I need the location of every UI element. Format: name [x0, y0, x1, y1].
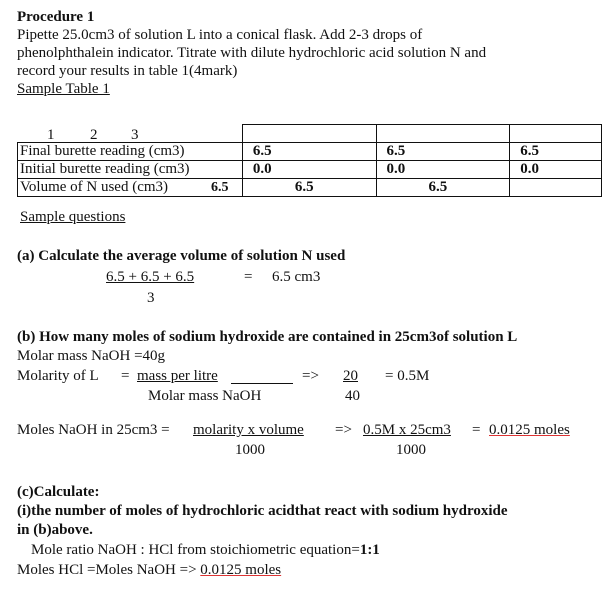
- arrow-2: =>: [335, 422, 352, 438]
- moles-hcl-value: 0.0125 moles: [200, 562, 282, 578]
- moles-naoh-label: Moles NaOH in 25cm3 =: [17, 422, 170, 438]
- volume-used-3: 6.5: [376, 179, 510, 197]
- molarity-equals: =: [121, 368, 130, 384]
- part-c-heading: (c)Calculate:: [17, 484, 100, 500]
- initial-reading-1: 0.0: [242, 161, 376, 179]
- mole-ratio-line: Mole ratio NaOH : HCl from stoichiometric equation=1:1: [31, 542, 380, 558]
- question-c-line-2: in (b)above.: [17, 522, 93, 538]
- table-header-row: [18, 125, 602, 143]
- column-number-3: 3: [131, 127, 139, 143]
- row-label-volume: Volume of N used (cm3) 6.5: [18, 179, 243, 197]
- denominator-1000-a: 1000: [235, 442, 265, 458]
- moles-hcl-line: Moles HCl =Moles NaOH => 0.0125 moles: [17, 562, 282, 578]
- average-result: 6.5 cm3: [272, 269, 321, 285]
- row-label-initial: Initial burette reading (cm3): [18, 161, 243, 179]
- initial-reading-2: 0.0: [376, 161, 510, 179]
- column-number-1: 1: [47, 127, 55, 143]
- value-40: 40: [345, 388, 360, 404]
- procedure-line-1: Pipette 25.0cm3 of solution L into a conical flask. Add 2-3 drops of: [17, 27, 423, 43]
- molarity-x-volume: molarity x volume: [193, 422, 304, 438]
- question-c-line-1: (i)the number of moles of hydrochloric acidthat react with sodium hydroxide: [17, 503, 508, 519]
- molar-mass-line: Molar mass NaOH =40g: [17, 348, 166, 364]
- volume-used-1: 6.5: [211, 180, 229, 195]
- procedure-block: [17, 8, 587, 98]
- question-a: (a) Calculate the average volume of solution N used: [17, 248, 346, 264]
- molarity-label: Molarity of L: [17, 368, 99, 384]
- sample-questions-label: Sample questions: [20, 209, 126, 225]
- molar-mass-naoh: Molar mass NaOH: [148, 388, 262, 404]
- denominator-1000-b: 1000: [396, 442, 426, 458]
- final-reading-1: 6.5: [242, 143, 376, 161]
- mole-ratio-value: 1:1: [359, 542, 380, 558]
- procedure-heading: Procedure 1: [17, 9, 95, 25]
- moles-equals: =: [472, 422, 481, 438]
- sample-table-label: Sample Table 1: [17, 81, 110, 97]
- average-numerator: 6.5 + 6.5 + 6.5: [106, 269, 195, 285]
- average-denominator: 3: [147, 290, 155, 306]
- fraction-line: [231, 383, 293, 384]
- moles-naoh-result: 0.0125 moles: [489, 422, 570, 438]
- table-row: [18, 179, 602, 197]
- table-row: [18, 161, 602, 179]
- procedure-line-2: phenolphthalein indicator. Titrate with dilute hydrochloric acid solution N and: [17, 45, 487, 61]
- final-reading-3: 6.5: [510, 143, 602, 161]
- table-row: [18, 143, 602, 161]
- average-equals: =: [244, 269, 253, 285]
- results-table: [17, 124, 602, 197]
- moles-calc: 0.5M x 25cm3: [363, 422, 451, 438]
- arrow-1: =>: [302, 368, 319, 384]
- row-label-final: Final burette reading (cm3): [18, 143, 243, 161]
- procedure-line-3: record your results in table 1(4mark): [17, 63, 238, 79]
- value-20: 20: [343, 368, 358, 384]
- column-number-2: 2: [90, 127, 98, 143]
- volume-used-2: 6.5: [242, 179, 376, 197]
- initial-reading-3: 0.0: [510, 161, 602, 179]
- molarity-result: = 0.5M: [385, 368, 430, 384]
- question-b: (b) How many moles of sodium hydroxide are contained in 25cm3of solution L: [17, 329, 518, 345]
- final-reading-2: 6.5: [376, 143, 510, 161]
- mass-per-litre: mass per litre: [137, 368, 218, 384]
